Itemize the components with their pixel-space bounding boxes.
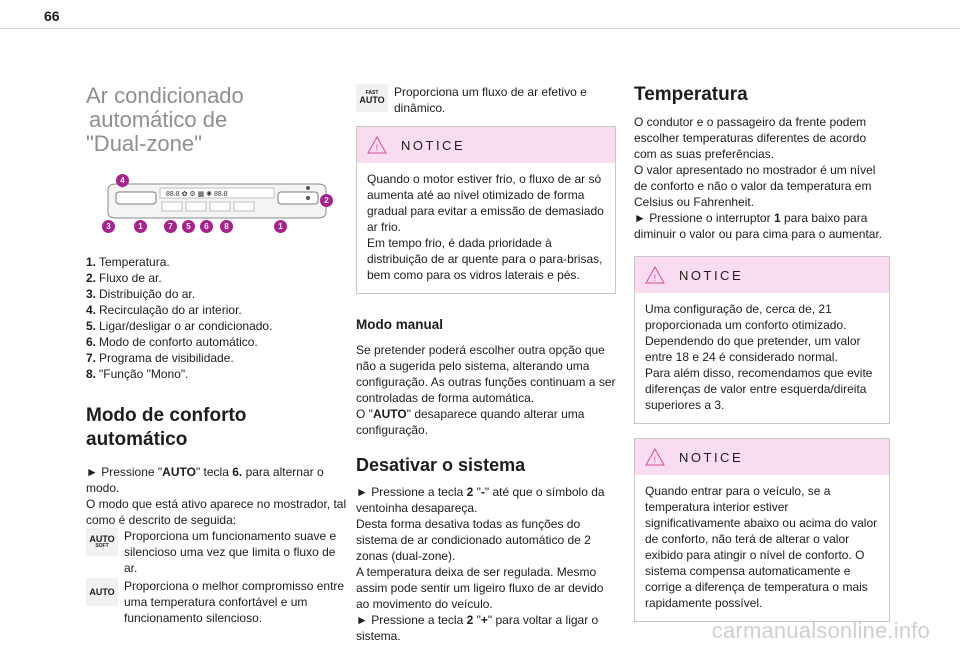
- svg-text:!: !: [653, 455, 657, 465]
- svg-text:!: !: [653, 273, 657, 283]
- mode-auto-soft: AUTO SOFT Proporciona um funcionamento suave e silencioso uma vez que limita o fluxo de ar.: [86, 528, 350, 576]
- warning-triangle-icon: [645, 266, 665, 284]
- manual-text: Se pretender poderá escolher outra opção que não a sugerida pelo sistema, alterando uma configuração. As outras funções continuam a ser controladas de forma automática. O "AUTO" desaparece quando alterar uma configuração.: [356, 343, 616, 437]
- notice-text: Quando o motor estiver frio, o fluxo de ar só aumenta até ao nível otimizado de forma gradual para evitar a emissão de demasiado ar frio. Em tempo frio, é dada prioridade à distribuição de ar quente para o para-brisas, bem como para os vidros laterais e pés.: [367, 172, 604, 282]
- callout-8: 8: [220, 220, 233, 233]
- callout-1-right: 1: [274, 220, 287, 233]
- notice-title: NOTICE: [679, 449, 744, 465]
- callout-3: 3: [102, 220, 115, 233]
- deactivate-text: ► Pressione a tecla 2 "-" até que o símbolo da ventoinha desapareça. Desta forma desativa todas as funções do sistema de ar condicionado automático de 2 zonas (dual-zone). A temperatura deixa de ser regulada. Mesmo assim pode sentir um ligeiro fluxo de ar devido ao movimento do veículo. ► Pressione a tecla 2 "+" para voltar a ligar o sistema.: [356, 485, 605, 643]
- notice-header: [635, 257, 889, 293]
- title-line-3: "Dual-zone": [86, 131, 202, 156]
- list-item: 1. Temperatura.: [86, 255, 170, 269]
- notice-text: Quando entrar para o veículo, se a temperatura interior estiver significativamente abaixo ou acima do valor de conforto, não terá de alterar o valor exibido para atingir o nível de conforto. O sistema compensa automaticamente e corrige a diferença de temperatura o mais rapidamente possível.: [645, 484, 878, 610]
- list-item: 8. "Função "Mono".: [86, 367, 189, 381]
- svg-text:!: !: [375, 143, 379, 153]
- mode-auto-fast: FAST AUTO Proporciona um fluxo de ar efetivo e dinâmico.: [356, 84, 616, 116]
- legend-list: [86, 254, 350, 382]
- temperature-heading: Temperatura: [634, 84, 748, 105]
- watermark: carmanualsonline.info: [711, 618, 930, 643]
- manual-heading: Modo manual: [356, 317, 443, 332]
- notice-box-compensation: [634, 438, 890, 622]
- callout-6: 6: [200, 220, 213, 233]
- callout-7: 7: [164, 220, 177, 233]
- list-item: 4. Recirculação do ar interior.: [86, 303, 242, 317]
- column-3: [634, 84, 890, 622]
- column-2: [356, 84, 616, 644]
- callout-1-left: 1: [134, 220, 147, 233]
- auto-fast-icon: FAST AUTO: [356, 84, 388, 112]
- comfort-intro: ► Pressione "AUTO" tecla 6. para alternar o modo. O modo que está ativo aparece no mostrador, tal como é descrito de seguida:: [86, 465, 347, 527]
- warning-triangle-icon: [367, 136, 387, 154]
- notice-box-setting: [634, 256, 890, 424]
- comfort-heading: Modo de conforto automático: [86, 405, 247, 450]
- list-item: 5. Ligar/desligar o ar condicionado.: [86, 319, 273, 333]
- top-divider: [0, 28, 960, 29]
- warning-triangle-icon: [645, 448, 665, 466]
- list-item: 3. Distribuição do ar.: [86, 287, 196, 301]
- callout-2: 2: [320, 194, 333, 207]
- auto-icon: AUTO: [86, 578, 118, 606]
- title-line-1: Ar condicionado: [86, 83, 244, 108]
- column-1: [86, 84, 350, 626]
- list-item: 2. Fluxo de ar.: [86, 271, 162, 285]
- page-number: 66: [44, 8, 60, 24]
- auto-soft-icon: AUTO SOFT: [86, 528, 118, 556]
- title-line-2: automático de: [89, 107, 228, 132]
- deactivate-heading: Desativar o sistema: [356, 455, 526, 475]
- notice-header: [635, 439, 889, 475]
- notice-title: NOTICE: [401, 137, 466, 153]
- list-item: 6. Modo de conforto automático.: [86, 335, 258, 349]
- notice-title: NOTICE: [679, 267, 744, 283]
- notice-text: Uma configuração de, cerca de, 21 proporcionada um conforto otimizado. Dependendo do que pretender, um valor entre 18 e 24 é considerado normal. Para além disso, recomendamos que evite diferenças de valor entre esquerda/direita superiores a 3.: [645, 302, 873, 412]
- page-title: [86, 84, 350, 156]
- list-item: 7. Programa de visibilidade.: [86, 351, 234, 365]
- notice-header: [357, 127, 615, 163]
- callout-5: 5: [182, 220, 195, 233]
- climate-console-illustration: [102, 176, 332, 234]
- callout-4: 4: [116, 174, 129, 187]
- svg-text:88.8 ✿ ⚙ ▦ ✺ 88.8: 88.8 ✿ ⚙ ▦ ✺ 88.8: [166, 191, 228, 198]
- mode-auto: AUTO Proporciona o melhor compromisso entre uma temperatura confortável e um funcionamento silencioso.: [86, 578, 350, 626]
- temperature-text: O condutor e o passageiro da frente podem escolher temperaturas diferentes de acordo com as suas preferências. O valor apresentado no mostrador é um nível de conforto e não o valor da temperatura em Celsius ou Fahrenheit. ► Pressione o interruptor 1 para baixo para diminuir o valor ou para cima para o aumentar.: [634, 115, 883, 241]
- notice-box-cold-engine: [356, 126, 616, 294]
